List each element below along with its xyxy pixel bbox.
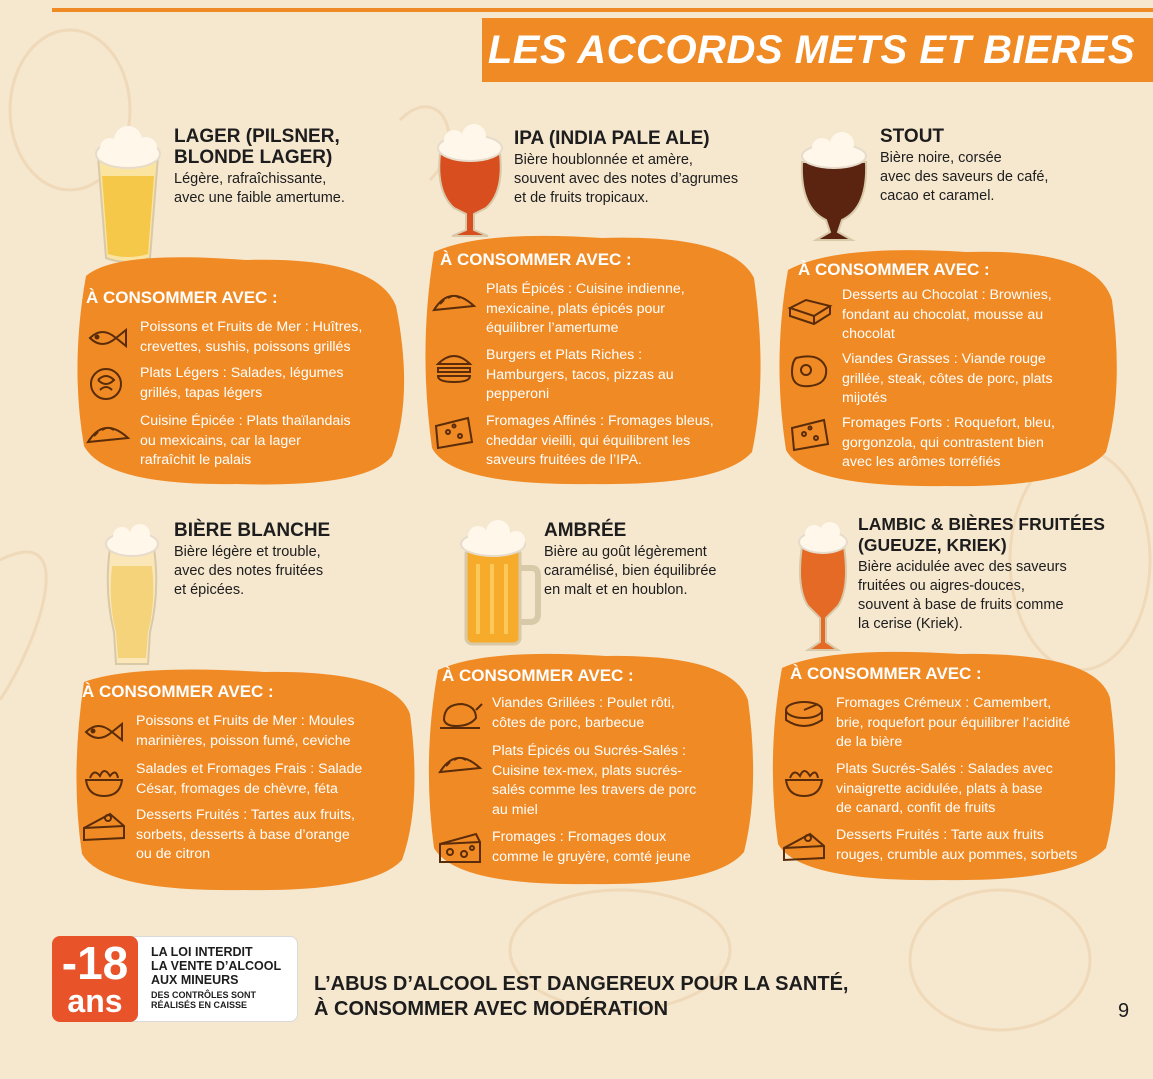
title-banner: [482, 18, 1153, 82]
pairing-item: Plats Épicés ou Sucrés-Salés : Cuisine tex-mex, plats sucrés- salés comme les travers de porc au miel: [436, 742, 696, 820]
consume-label: À CONSOMMER AVEC :: [442, 666, 634, 685]
page-number: 9: [1118, 1000, 1130, 1022]
cake-icon: [780, 826, 828, 866]
page-title: LES ACCORDS METS ET BIERES: [487, 27, 1135, 72]
consume-label: À CONSOMMER AVEC :: [798, 260, 990, 279]
consume-label: À CONSOMMER AVEC :: [790, 664, 982, 683]
salad-bowl-icon: [80, 760, 128, 800]
lambic-pairing-panel: [770, 646, 1120, 884]
age-restriction-badge: [52, 936, 298, 1022]
camembert-icon: [780, 694, 828, 734]
pairing-item: Desserts Fruités : Tarte aux fruits rouges, crumble aux pommes, sorbets: [780, 826, 1077, 866]
pairing-item: Viandes Grillées : Poulet rôti, côtes de porc, barbecue: [436, 694, 675, 734]
roast-chicken-icon: [436, 694, 484, 734]
beer-description: Bière noire, corsée avec des saveurs de café, cacao et caramel.: [880, 150, 1049, 204]
pairing-item: Salades et Fromages Frais : Salade César, fromages de chèvre, féta: [80, 760, 362, 800]
health-warning: L’ABUS D’ALCOOL EST DANGEREUX POUR LA SANTÉ, À CONSOMMER AVEC MODÉRATION: [314, 973, 849, 1020]
consume-label: À CONSOMMER AVEC :: [440, 250, 632, 269]
ipa-pairing-panel: [422, 228, 766, 490]
minus-18-badge: -18 ans: [52, 936, 138, 1022]
beer-description: Bière au goût légèrement caramélisé, bien équilibrée en malt et en houblon.: [544, 544, 717, 598]
beer-description: Bière acidulée avec des saveurs fruitées ou aigres-douces, souvent à base de fruits comme la cerise (Kriek).: [858, 559, 1067, 632]
salad-icon: [84, 364, 132, 404]
consume-label: À CONSOMMER AVEC :: [86, 288, 278, 307]
cheese-icon: [786, 414, 834, 454]
taco-icon: [430, 280, 478, 320]
taco-icon: [84, 412, 132, 452]
beer-name: BIÈRE BLANCHE: [174, 520, 331, 541]
beer-description: Bière légère et trouble, avec des notes fruitées et épicées.: [174, 544, 324, 598]
tulip-glass-icon: [796, 518, 850, 658]
pairing-item: Fromages Affinés : Fromages bleus, cheddar vieilli, qui équilibrent les saveurs fruitées de l’IPA.: [430, 412, 714, 471]
lager-pairing-panel: [76, 246, 410, 490]
pairing-item: Plats Sucrés-Salés : Salades avec vinaigrette acidulée, plats à base de canard, confit de fruits: [780, 760, 1053, 819]
taco-icon: [436, 742, 484, 782]
pairing-item: Fromages Crémeux : Camembert, brie, roquefort pour équilibrer l’acidité de la bière: [780, 694, 1070, 753]
beer-name: IPA (INDIA PALE ALE): [514, 128, 710, 149]
pairing-item: Viandes Grasses : Viande rouge grillée, steak, côtes de porc, plats mijotés: [786, 350, 1053, 409]
fish-icon: [84, 318, 132, 358]
fish-icon: [80, 712, 128, 752]
cheese-icon: [430, 412, 478, 452]
salad-bowl-icon: [780, 760, 828, 800]
top-rule: [52, 8, 1153, 12]
pairing-item: Fromages Forts : Roquefort, bleu, gorgonzola, qui contrastent bien avec les arômes torréfiés: [786, 414, 1055, 473]
pairing-item: Poissons et Fruits de Mer : Moules marinières, poisson fumé, ceviche: [80, 712, 354, 752]
stout-pairing-panel: [776, 240, 1120, 490]
cake-icon: [80, 806, 128, 846]
beer-name: AMBRÉE: [544, 520, 627, 541]
pairing-item: Desserts Fruités : Tartes aux fruits, sorbets, desserts à base d’orange ou de citron: [80, 806, 355, 865]
pairing-item: Cuisine Épicée : Plats thaïlandais ou mexicains, car la lager rafraîchit le palais: [84, 412, 351, 471]
wheat-beer-glass-icon: [102, 522, 162, 672]
pairing-item: Burgers et Plats Riches : Hamburgers, tacos, pizzas au pepperoni: [430, 346, 674, 405]
ambree-pairing-panel: [426, 648, 756, 888]
beer-name: STOUT: [880, 126, 945, 147]
pairing-item: Fromages : Fromages doux comme le gruyère, comté jeune: [436, 828, 691, 868]
burger-icon: [430, 346, 478, 386]
ipa-glass-icon: [430, 122, 510, 242]
beer-description: Légère, rafraîchissante, avec une faible amertume.: [174, 171, 345, 206]
beer-mug-icon: [458, 518, 542, 650]
pairing-item: Desserts au Chocolat : Brownies, fondant au chocolat, mousse au chocolat: [786, 286, 1052, 345]
beer-name: LAMBIC & BIÈRES FRUITÉES (GUEUZE, KRIEK): [858, 514, 1105, 555]
law-notice: LA LOI INTERDIT LA VENTE D’ALCOOL AUX MINEURS DES CONTRÔLES SONT RÉALISÉS EN CAISSE: [132, 936, 298, 1022]
steak-icon: [786, 350, 834, 390]
pairing-item: Poissons et Fruits de Mer : Huîtres, crevettes, sushis, poissons grillés: [84, 318, 362, 358]
consume-label: À CONSOMMER AVEC :: [82, 682, 274, 701]
pairing-item: Plats Légers : Salades, légumes grillés, tapas légers: [84, 364, 343, 404]
swiss-cheese-icon: [436, 828, 484, 868]
brownie-icon: [786, 286, 834, 326]
beer-name: LAGER (PILSNER, BLONDE LAGER): [174, 126, 340, 168]
stout-glass-icon: [796, 128, 872, 248]
pairing-item: Plats Épicés : Cuisine indienne, mexicaine, plats épicés pour équilibrer l’amertume: [430, 280, 685, 339]
blanche-pairing-panel: [74, 664, 418, 894]
beer-description: Bière houblonnée et amère, souvent avec des notes d’agrumes et de fruits tropicaux.: [514, 152, 739, 206]
